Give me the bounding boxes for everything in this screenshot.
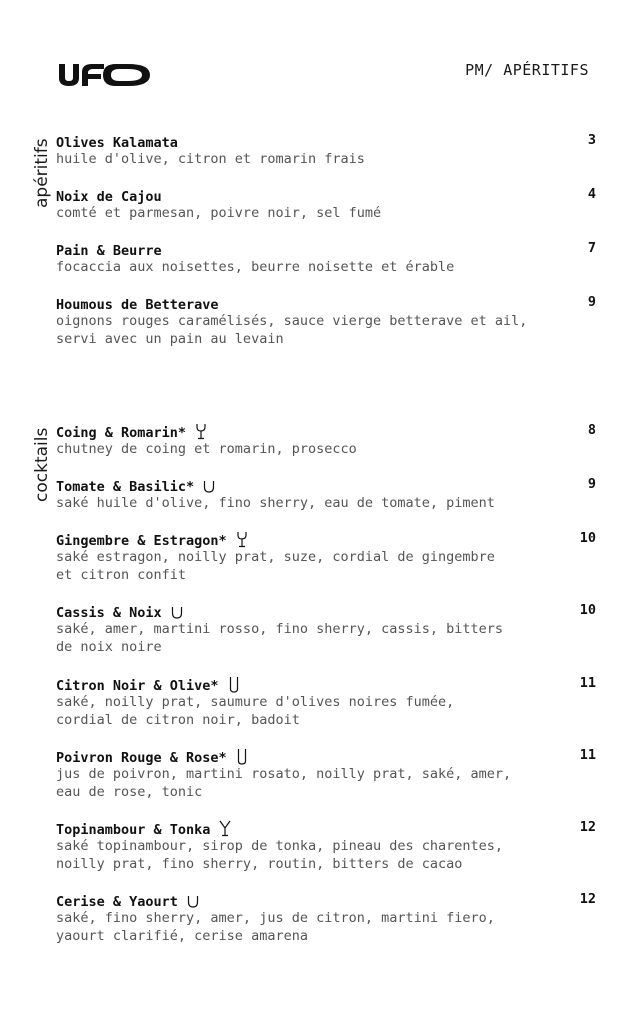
- item-name: Topinambour & Tonka: [56, 822, 211, 838]
- item-price: 3: [587, 132, 596, 148]
- item-description: saké estragon, noilly prat, suze, cordial de gingembre et citron confit: [56, 549, 495, 583]
- item-price: 9: [587, 294, 596, 310]
- item-name: Houmous de Betterave: [56, 297, 219, 313]
- item-price: 10: [579, 530, 596, 546]
- item-name: Tomate & Basilic*: [56, 479, 195, 495]
- item-name: Cerise & Yaourt: [56, 894, 178, 910]
- menu-item: [56, 186, 596, 222]
- martini-glass-icon: [219, 820, 231, 837]
- item-description: saké topinambour, sirop de tonka, pineau des charentes, noilly prat, fino sherry, routin, bitters de cacao: [56, 838, 504, 872]
- item-name: Coing & Romarin*: [56, 425, 187, 441]
- menu-item: [56, 530, 596, 584]
- menu-item: [56, 240, 596, 276]
- item-description: comté et parmesan, poivre noir, sel fumé: [56, 205, 382, 221]
- item-name: Noix de Cajou: [56, 189, 162, 205]
- item-price: 11: [579, 747, 596, 763]
- highball-icon: [228, 676, 240, 693]
- menu-item: [56, 819, 596, 873]
- menu-item: [56, 422, 596, 458]
- item-price: 10: [579, 602, 596, 618]
- item-description: saké, amer, martini rosso, fino sherry, cassis, bitters de noix noire: [56, 621, 504, 655]
- item-price: 4: [587, 186, 596, 202]
- tumbler-icon: [187, 892, 199, 909]
- item-description: huile d'olive, citron et romarin frais: [56, 151, 365, 167]
- item-name: Poivron Rouge & Rose*: [56, 750, 227, 766]
- menu-item: [56, 891, 596, 945]
- item-description: oignons rouges caramélisés, sauce vierge betterave et ail, servi avec un pain au levain: [56, 313, 528, 347]
- item-price: 12: [579, 819, 596, 835]
- wine-glass-icon: [236, 531, 248, 548]
- item-price: 8: [587, 422, 596, 438]
- item-description: saké, fino sherry, amer, jus de citron, martini fiero, yaourt clarifié, cerise amarena: [56, 910, 495, 944]
- ufo-logo: [56, 58, 152, 90]
- item-price: 11: [579, 675, 596, 691]
- item-description: chutney de coing et romarin, prosecco: [56, 441, 357, 457]
- item-description: jus de poivron, martini rosato, noilly prat, saké, amer, eau de rose, tonic: [56, 766, 512, 800]
- page-title: PM/ APÉRITIFS: [465, 61, 589, 79]
- section-label-cocktails: cocktails: [32, 427, 52, 502]
- menu-item: [56, 294, 596, 348]
- item-description: saké huile d'olive, fino sherry, eau de tomate, piment: [56, 495, 495, 511]
- item-price: 9: [587, 476, 596, 492]
- tumbler-icon: [203, 477, 215, 494]
- item-description: saké, noilly prat, saumure d'olives noires fumée, cordial de citron noir, badoit: [56, 694, 455, 728]
- item-name: Gingembre & Estragon*: [56, 533, 227, 549]
- item-name: Citron Noir & Olive*: [56, 678, 219, 694]
- highball-icon: [236, 748, 248, 765]
- tumbler-icon: [171, 603, 183, 620]
- menu-item: [56, 132, 596, 168]
- menu-item: [56, 675, 596, 729]
- item-name: Cassis & Noix: [56, 605, 162, 621]
- item-description: focaccia aux noisettes, beurre noisette et érable: [56, 259, 455, 275]
- section-label-aperitifs: apéritifs: [32, 138, 52, 208]
- item-name: Olives Kalamata: [56, 135, 178, 151]
- menu-item: [56, 602, 596, 656]
- menu-item: [56, 747, 596, 801]
- wine-glass-icon: [195, 423, 207, 440]
- item-name: Pain & Beurre: [56, 243, 162, 259]
- item-price: 7: [587, 240, 596, 256]
- menu-item: [56, 476, 596, 512]
- item-price: 12: [579, 891, 596, 907]
